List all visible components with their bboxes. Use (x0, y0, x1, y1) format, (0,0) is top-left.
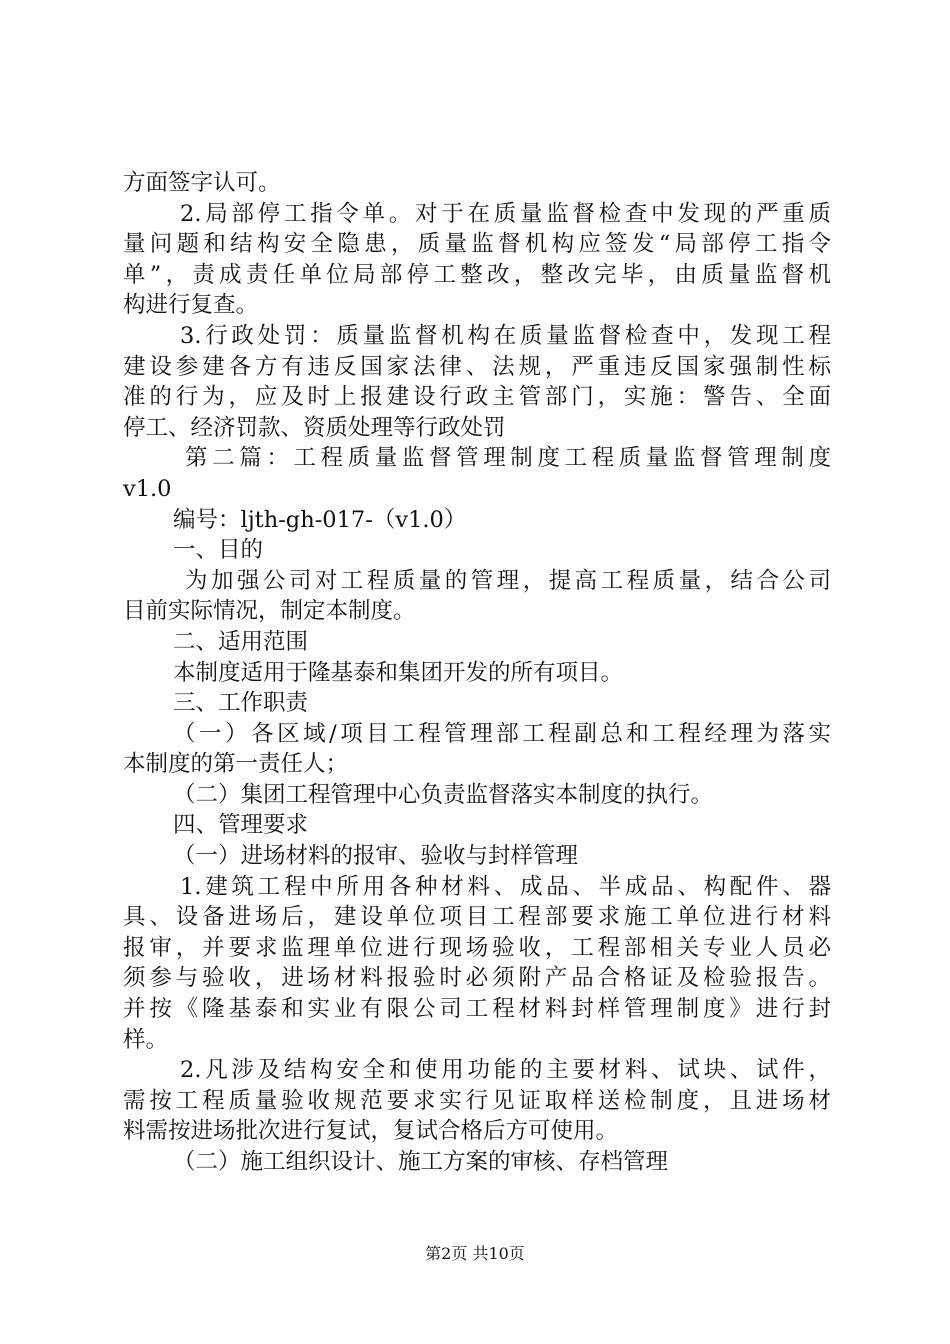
text-line: 构进行复查。 (123, 292, 259, 319)
section-heading: 三、工作职责 (173, 690, 309, 717)
text-line: 停工、经济罚款、资质处理等行政处罚 (123, 414, 506, 441)
text-line: v1.0 (123, 475, 172, 502)
text-line: 需按工程质量验收规范要求实行见证取样送检制度，且进场材 (123, 1087, 831, 1114)
text-line: 目前实际情况，制定本制度。 (123, 598, 416, 625)
text-line: 2.局部停工指令单。对于在质量监督检查中发现的严重质 (180, 200, 831, 227)
section-heading: （二）施工组织设计、施工方案的审核、存档管理 (173, 1149, 669, 1175)
text-line: 料需按进场批次进行复试，复试合格后方可使用。 (123, 1118, 619, 1145)
page-number-footer: 第2页 共10页 (425, 1244, 525, 1263)
section-heading: 四、管理要求 (173, 812, 309, 839)
text-line: 本制度适用于隆基泰和集团开发的所有项目。 (173, 659, 624, 686)
section-heading: （一）进场材料的报审、验收与封样管理 (173, 843, 579, 870)
document-body (123, 168, 831, 1178)
section-heading: 二、适用范围 (173, 628, 309, 655)
text-line: 2.凡涉及结构安全和使用功能的主要材料、试块、试件， (180, 1057, 831, 1084)
text-line: 3.行政处罚：质量监督机构在质量监督检查中，发现工程 (180, 322, 831, 349)
section-heading: 第二篇：工程质量监督管理制度工程质量监督管理制度 (185, 445, 831, 472)
text-line: （二）集团工程管理中心负责监督落实本制度的执行。 (173, 781, 714, 808)
text-line: 建设参建各方有违反国家法律、法规，严重违反国家强制性标 (123, 353, 831, 380)
text-line: 具、设备进场后，建设单位项目工程部要求施工单位进行材料 (123, 904, 831, 931)
text-line: 本制度的第一责任人； (123, 751, 349, 778)
text-line: 准的行为，应及时上报建设行政主管部门，实施：警告、全面 (123, 384, 831, 411)
text-line: 并按《隆基泰和实业有限公司工程材料封样管理制度》进行封 (123, 996, 831, 1023)
text-line: （一）各区域/项目工程管理部工程副总和工程经理为落实 (173, 720, 831, 747)
text-line: 为加强公司对工程质量的管理，提高工程质量，结合公司 (185, 567, 831, 594)
text-line: 须参与验收，进场材料报验时必须附产品合格证及检验报告。 (123, 965, 831, 992)
text-line: 1.建筑工程中所用各种材料、成品、半成品、构配件、器 (180, 873, 831, 900)
text-line: 单”，责成责任单位局部停工整改，整改完毕，由质量监督机 (123, 261, 831, 288)
section-heading: 一、目的 (173, 537, 264, 564)
text-line: 报审，并要求监理单位进行现场验收，工程部相关专业人员必 (123, 934, 831, 961)
text-line: 方面签字认可。 (123, 170, 281, 196)
text-line: 样。 (123, 1026, 169, 1053)
text-line: 编号：ljth-gh-017-（v1.0） (173, 506, 467, 533)
text-line: 量问题和结构安全隐患，质量监督机构应签发“局部停工指令 (123, 231, 831, 258)
